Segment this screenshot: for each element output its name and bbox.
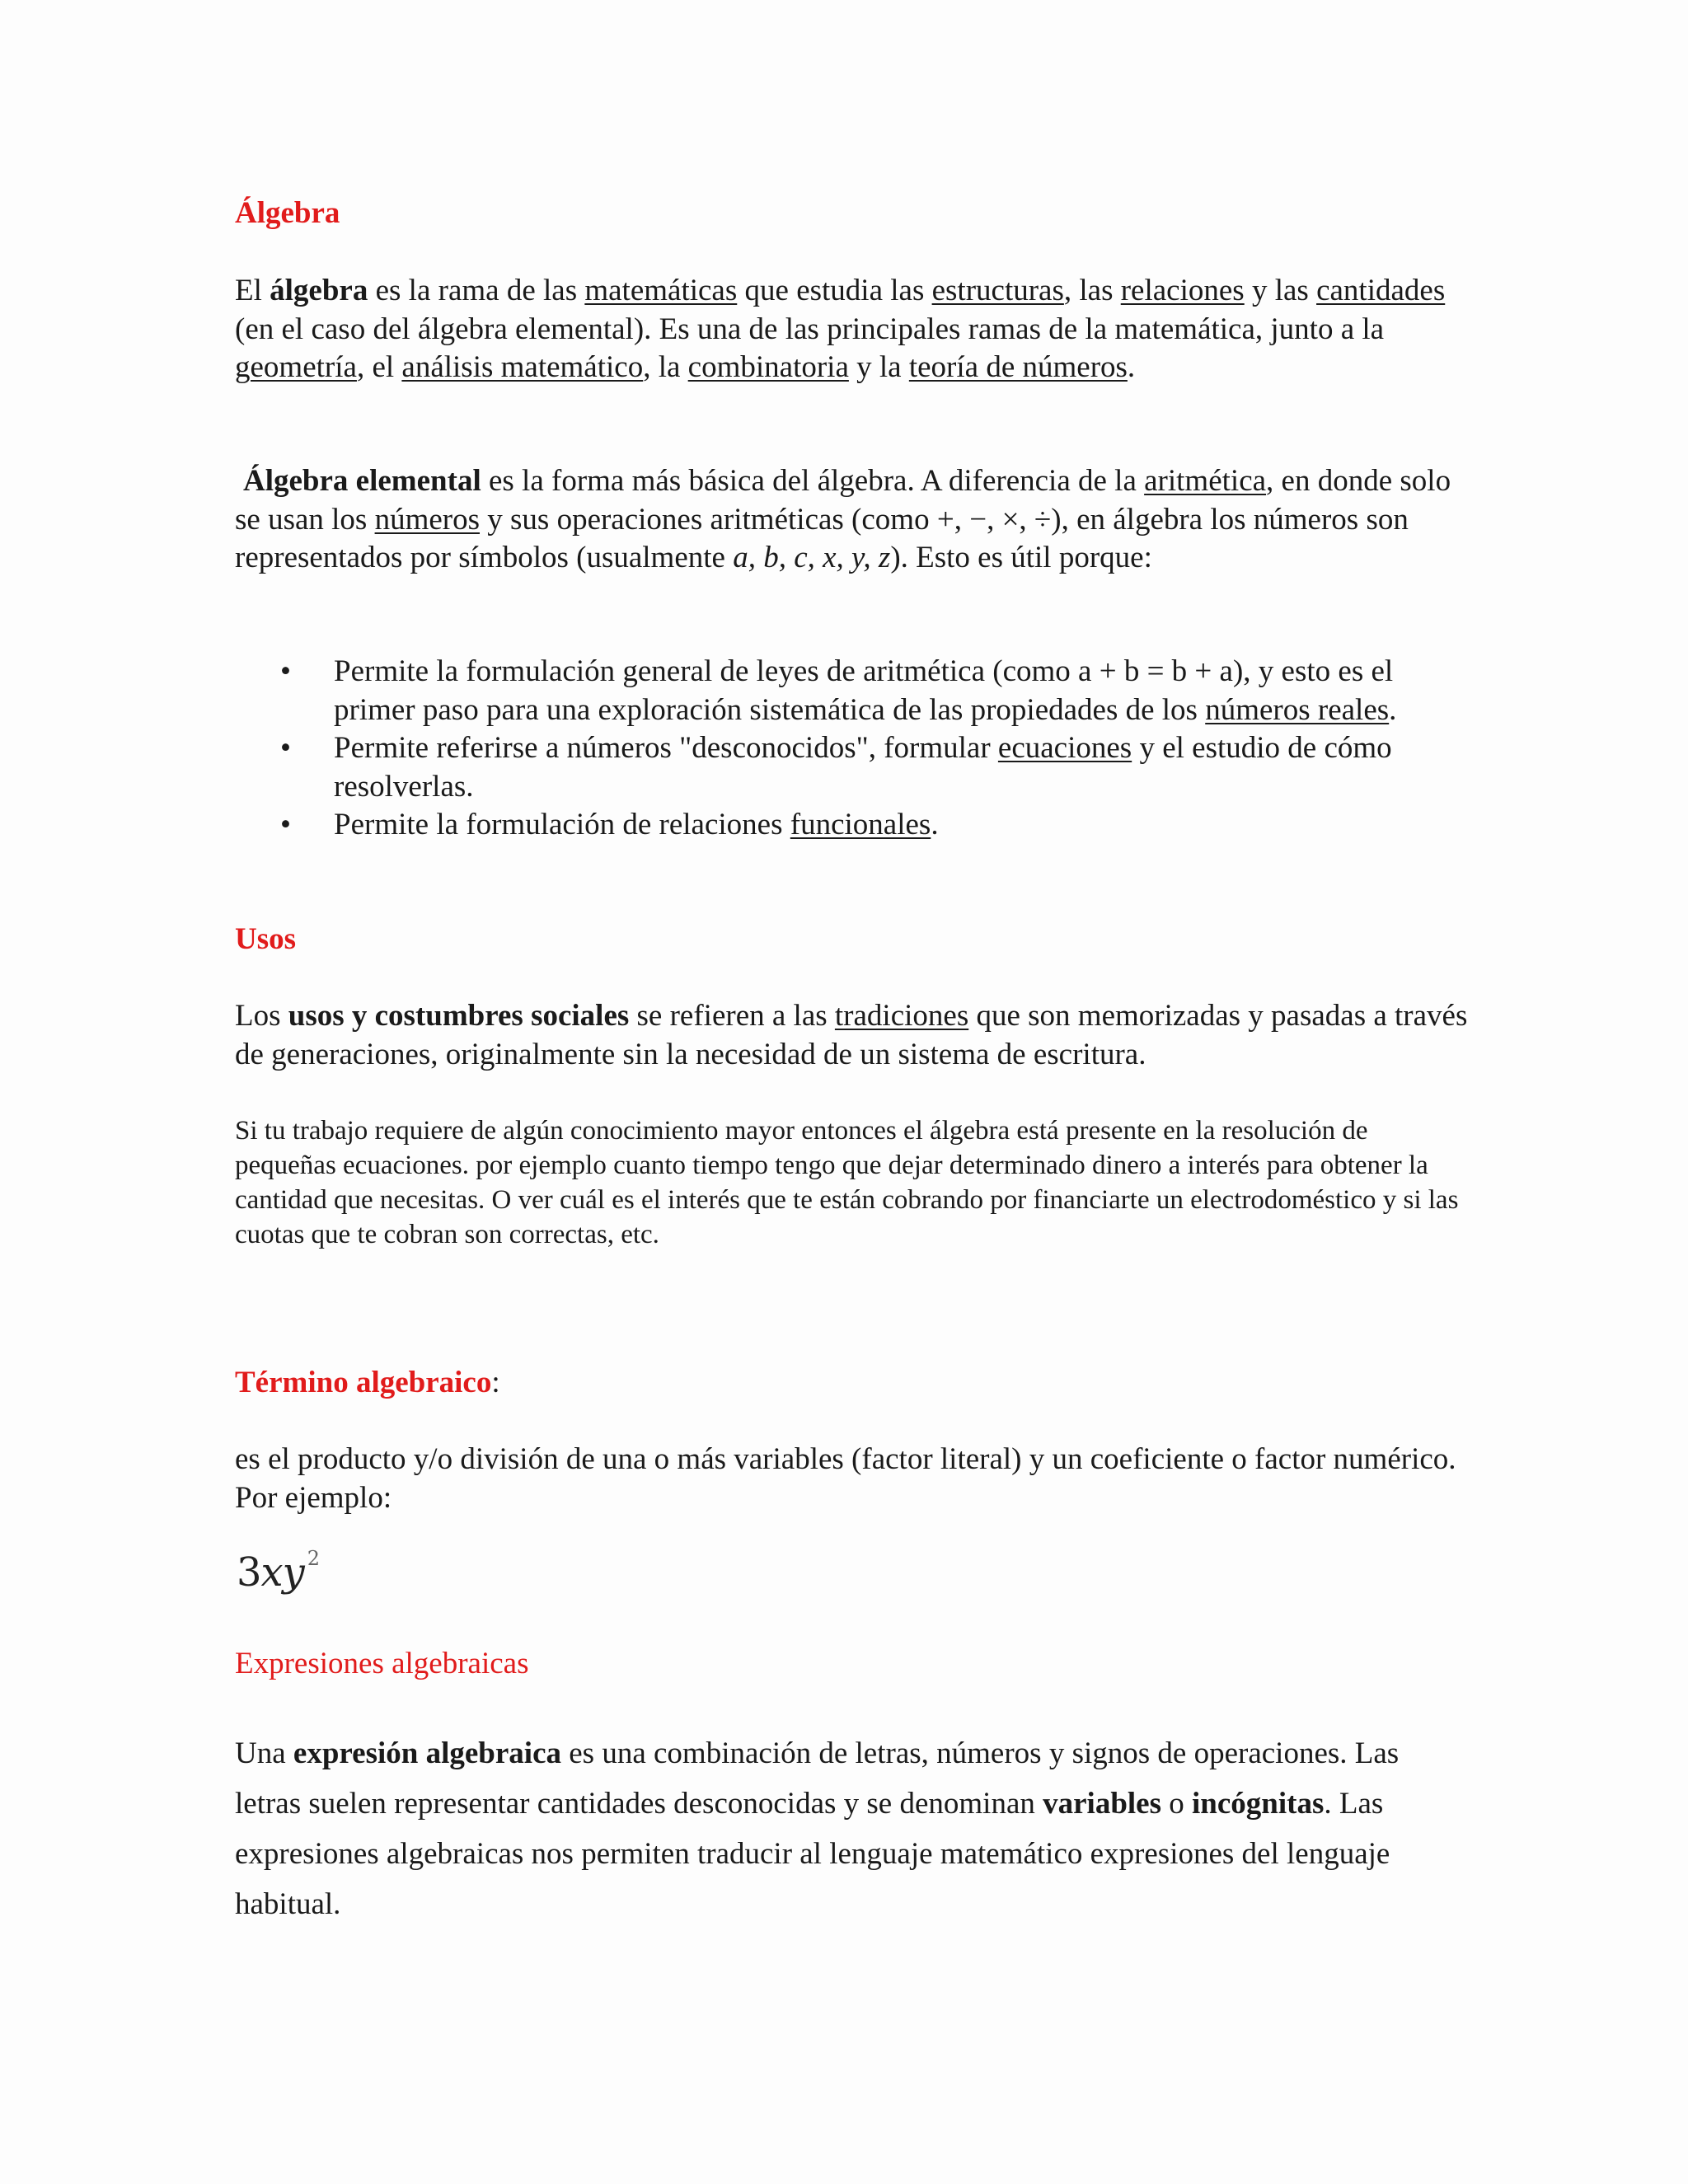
paragraph-algebra-elemental <box>235 462 1471 578</box>
bold-term-algebra: álgebra <box>270 274 368 307</box>
text: , las <box>1063 274 1121 307</box>
link-numeros[interactable]: números <box>374 502 481 537</box>
text: El <box>235 274 270 307</box>
heading-usos: Usos <box>235 922 297 956</box>
text: y sus operaciones aritméticas (como +, −, ×, ÷), en álgebra los números son representados por símbolos (usualmente <box>235 502 1409 574</box>
text: Los <box>235 999 288 1033</box>
bold-term-algebra-elemental: Álgebra elemental <box>243 464 481 498</box>
bold-term-variables: variables <box>1043 1787 1162 1821</box>
link-aritmetica[interactable]: aritmética <box>1144 464 1267 498</box>
text: es la rama de las <box>368 274 585 307</box>
text: y la <box>848 350 909 384</box>
text: , la <box>643 350 688 384</box>
paragraph-algebra-definition <box>235 272 1471 387</box>
link-matematicas[interactable]: matemáticas <box>584 274 738 307</box>
link-estructuras[interactable]: estructuras <box>931 274 1064 307</box>
bold-term-incognitas: incógnitas <box>1192 1787 1325 1821</box>
text: Una <box>235 1736 293 1770</box>
text: y las <box>1244 274 1317 307</box>
text: (en el caso del álgebra elemental). Es una de las principales ramas de la matemática, junto a la <box>235 312 1385 346</box>
formula-exponent: 2 <box>307 1547 320 1570</box>
bullet-icon: • <box>280 654 291 688</box>
link-ecuaciones[interactable]: ecuaciones <box>997 731 1132 765</box>
text: Permite la formulación general de leyes de aritmética (como a + b = b + a), y esto es el primer paso para una exploración sistemática de las propiedades de los <box>334 654 1394 727</box>
text: que estudia las <box>737 274 932 307</box>
paragraph-expresiones <box>235 1728 1471 1929</box>
text: se refieren a las <box>629 999 835 1033</box>
link-combinatoria[interactable]: combinatoria <box>687 350 849 384</box>
link-relaciones[interactable]: relaciones <box>1120 274 1245 307</box>
text: ). Esto es útil porque: <box>890 541 1152 574</box>
link-funcionales[interactable]: funcionales <box>790 808 931 841</box>
formula-example <box>237 1549 319 1596</box>
formula-variables: xy <box>260 1549 304 1596</box>
list-item <box>235 729 1471 806</box>
list-item <box>235 806 1471 845</box>
heading-algebra: Álgebra <box>235 196 340 230</box>
heading-colon: : <box>491 1366 500 1399</box>
link-tradiciones[interactable]: tradiciones <box>834 999 969 1033</box>
link-numeros-reales[interactable]: números reales <box>1205 692 1390 727</box>
bullet-list <box>235 653 1471 845</box>
heading-expresiones-algebraicas: Expresiones algebraicas <box>235 1647 529 1680</box>
bold-term-usos: usos y costumbres sociales <box>288 999 630 1033</box>
text: es una combinación de letras, números y signos de operaciones. Las letras suelen representar cantidades desconocidas y se denominan <box>235 1736 1400 1821</box>
heading-termino-text: Término algebraico <box>235 1366 492 1399</box>
text: es la forma más básica del álgebra. A diferencia de la <box>481 464 1145 498</box>
formula-coefficient: 3 <box>237 1549 261 1596</box>
text: . <box>931 808 939 841</box>
text: o <box>1161 1787 1193 1821</box>
text: . <box>1389 692 1397 727</box>
italic-symbols: a, b, c, x, y, z <box>733 541 891 574</box>
heading-termino-algebraico <box>235 1364 1471 1403</box>
bullet-icon: • <box>280 808 291 841</box>
text: y el estudio de cómo resolverlas. <box>334 731 1392 804</box>
text: que son memorizadas y pasadas a través de generaciones, originalmente sin la necesidad de un sistema de escritura. <box>235 999 1468 1071</box>
bullet-icon: • <box>280 731 291 765</box>
text: . Las expresiones algebraicas nos permiten traducir al lenguaje matemático expresiones del lenguaje habitual. <box>235 1787 1390 1921</box>
link-teoria-de-numeros[interactable]: teoría de números <box>908 350 1128 384</box>
text: , en donde solo se usan los <box>235 464 1451 537</box>
list-item <box>235 653 1471 729</box>
text: . <box>1127 350 1136 384</box>
paragraph-usos <box>235 997 1471 1074</box>
paragraph-termino: es el producto y/o división de una o más variables (factor literal) y un coeficiente o factor numérico. Por ejemplo: <box>235 1442 1456 1515</box>
bold-term-expresion: expresión algebraica <box>293 1736 561 1770</box>
text: Permite la formulación de relaciones <box>334 808 790 841</box>
link-geometria[interactable]: geometría <box>235 350 357 384</box>
text: Permite referirse a números "desconocidos", formular <box>334 731 998 765</box>
link-analisis-matematico[interactable]: análisis matemático <box>401 350 644 384</box>
text: , el <box>356 350 402 384</box>
paragraph-trabajo: Si tu trabajo requiere de algún conocimiento mayor entonces el álgebra está presente en la resolución de pequeñas ecuaciones. por ejemplo cuanto tiempo tengo que dejar determinado dinero a interés para obtener la cantidad que necesitas. O ver cuál es el interés que te están cobrando por financiarte un electrodoméstico y si las cuotas que te cobran son correctas, etc. <box>235 1116 1459 1249</box>
link-cantidades[interactable]: cantidades <box>1316 274 1446 307</box>
